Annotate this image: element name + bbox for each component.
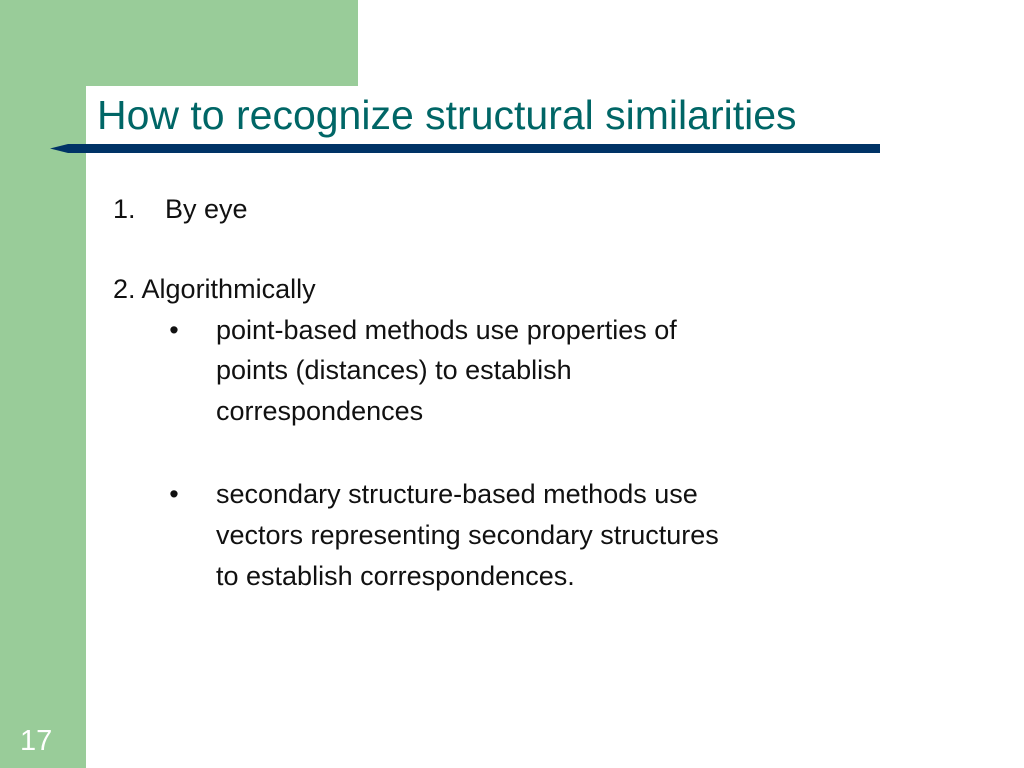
bullet-marker-2: • bbox=[169, 479, 179, 509]
bullet-marker-1: • bbox=[169, 315, 179, 345]
list-item-algorithmically: 2. Algorithmically bbox=[113, 274, 316, 304]
bullet-2-line-2: vectors representing secondary structures bbox=[216, 520, 719, 550]
list-number-1: 1. bbox=[113, 194, 136, 224]
list-item-by-eye: By eye bbox=[165, 194, 248, 224]
bullet-1-line-1: point-based methods use properties of bbox=[216, 315, 677, 345]
bullet-1-line-3: correspondences bbox=[216, 396, 424, 426]
bullet-1-line-2: points (distances) to establish bbox=[216, 355, 572, 385]
slide-number: 17 bbox=[20, 725, 53, 757]
bullet-2-line-1: secondary structure-based methods use bbox=[216, 479, 698, 509]
slide-title: How to recognize structural similarities bbox=[97, 92, 797, 138]
bullet-2-line-3: to establish correspondences. bbox=[216, 561, 575, 591]
